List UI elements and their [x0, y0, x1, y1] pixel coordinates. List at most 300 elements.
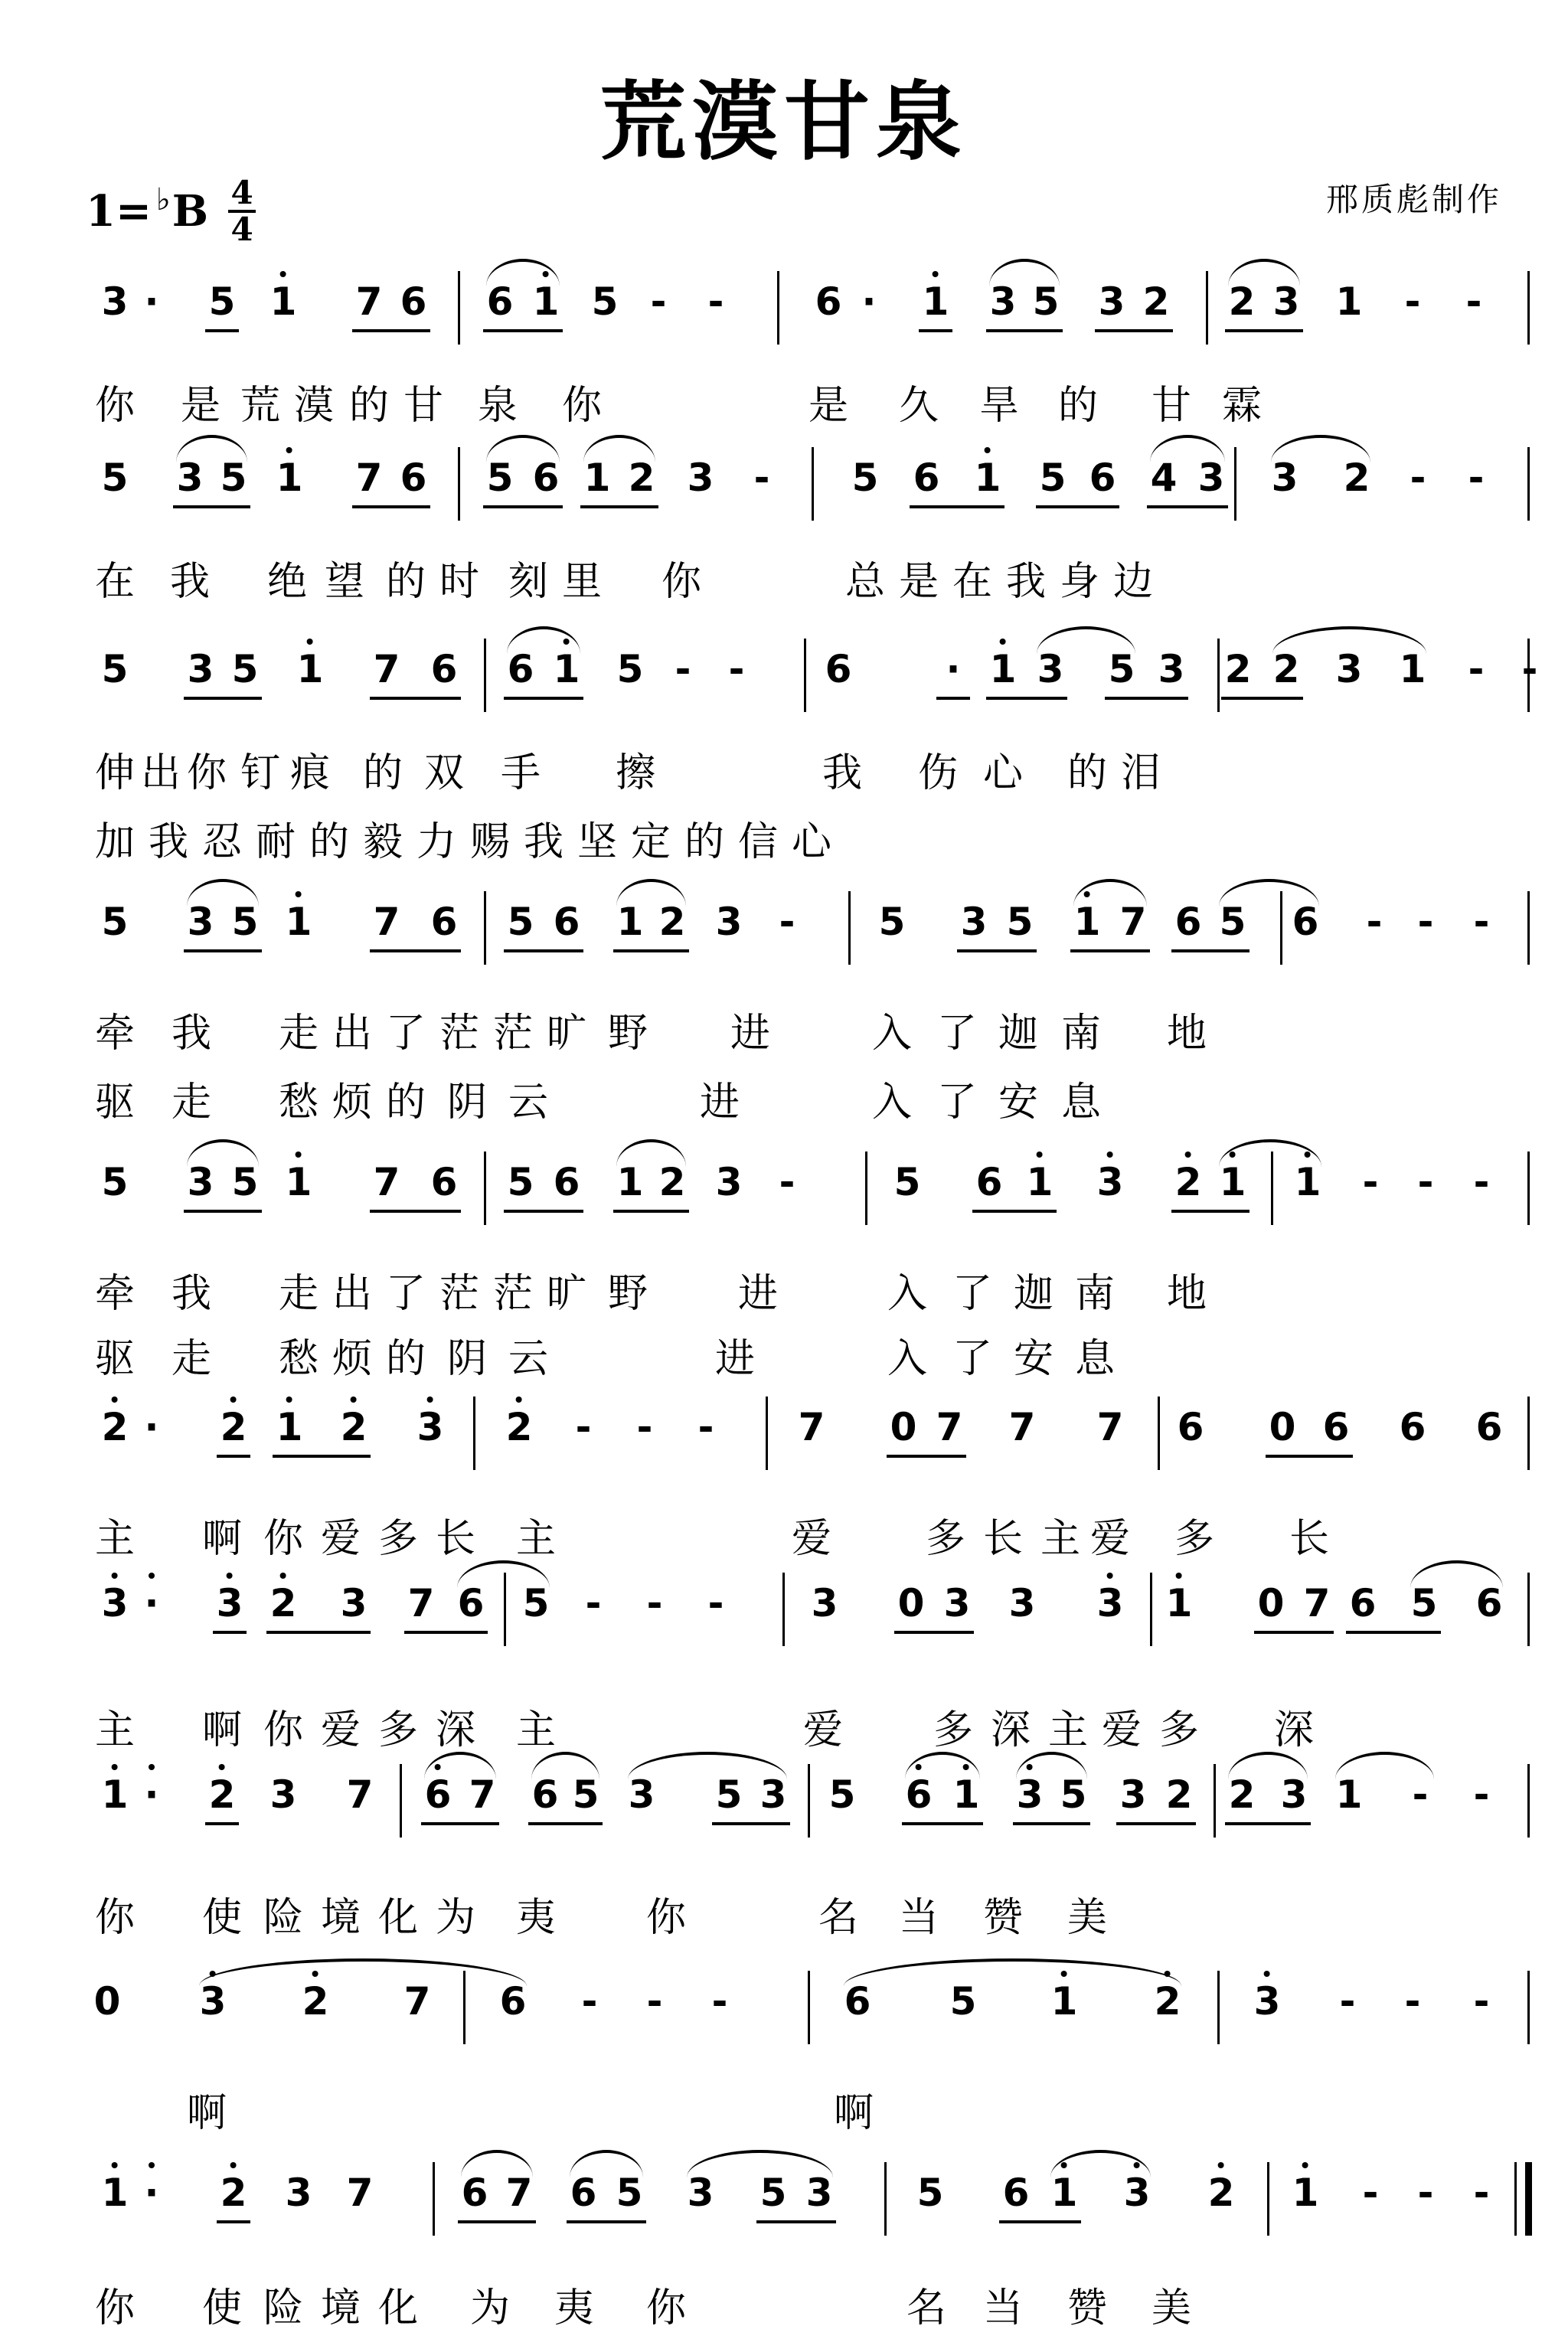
note	[286, 900, 312, 943]
note-glyph: 6	[1177, 1405, 1204, 1449]
beam-underline	[1013, 1822, 1090, 1825]
note-glyph: -	[779, 1160, 795, 1204]
note-glyph: 5	[893, 1160, 921, 1204]
note	[852, 456, 879, 499]
note-glyph: 1	[1165, 1581, 1193, 1625]
lyric-char: 在	[952, 559, 993, 605]
barline	[463, 1971, 466, 2044]
lyric-char: 你	[94, 1895, 136, 1941]
note-glyph: -	[650, 279, 667, 324]
lyric-char: 心	[791, 819, 832, 865]
lyric-char: 我	[822, 750, 863, 796]
lyric-char: 爱	[1101, 1707, 1142, 1753]
barline	[1527, 447, 1530, 521]
note-glyph: 7	[373, 1160, 400, 1204]
note-glyph: 6	[1292, 900, 1319, 944]
note-glyph: 3	[628, 1772, 655, 1817]
slur	[905, 1752, 980, 1779]
note	[1099, 280, 1125, 323]
note-glyph: 5	[828, 1772, 856, 1817]
note	[102, 1161, 129, 1204]
lyric-char: 出	[140, 750, 181, 796]
note	[356, 280, 383, 323]
lyric-char: 地	[1166, 1011, 1207, 1057]
note-glyph: 2	[658, 900, 686, 944]
lyric-char: 了	[385, 1011, 426, 1057]
beam-underline	[184, 1210, 262, 1213]
augmentation-dot	[140, 2171, 163, 2214]
note	[400, 456, 427, 499]
note-glyph: 7	[373, 900, 400, 944]
note	[1051, 2171, 1078, 2214]
note	[844, 1980, 871, 2023]
note-glyph: 5	[101, 900, 129, 944]
beam-underline	[999, 2220, 1081, 2223]
note	[508, 900, 534, 943]
slur	[1150, 435, 1225, 462]
lyric-char: 的	[385, 559, 426, 605]
octave-dot	[427, 1397, 433, 1403]
lyric-char: 定	[630, 819, 671, 865]
slur	[1073, 879, 1147, 907]
barline	[1527, 1152, 1530, 1225]
note-glyph: 3	[715, 900, 743, 944]
note-glyph: 3	[187, 1160, 214, 1204]
dash-extension	[647, 280, 670, 323]
note	[879, 900, 906, 943]
octave-dot	[296, 891, 302, 897]
slur	[1219, 879, 1319, 907]
beam-underline	[1147, 505, 1228, 508]
note	[400, 280, 427, 323]
augmentation-dot	[140, 1773, 163, 1816]
lyric-char: 茫	[492, 1271, 534, 1317]
note-glyph: -	[1339, 1979, 1356, 2024]
note-glyph: 7	[346, 2171, 374, 2215]
lyric-char: 你	[645, 1895, 687, 1941]
note	[1166, 1582, 1193, 1625]
note-glyph: 1	[1050, 1979, 1078, 2024]
lyric-char: 茫	[439, 1271, 480, 1317]
lyric-char: 走	[278, 1011, 319, 1057]
note-glyph: 1	[1050, 2171, 1078, 2215]
note	[917, 2171, 944, 2214]
note-glyph: ·	[144, 1405, 159, 1449]
lyric-char: 你	[561, 383, 603, 429]
dash-extension	[1363, 900, 1386, 943]
beam-underline	[1225, 329, 1303, 332]
lyric-char: 愁	[278, 1080, 319, 1125]
note	[1400, 1406, 1426, 1449]
staff-row	[0, 620, 1568, 712]
note	[1003, 2171, 1030, 2214]
note-glyph: -	[1412, 1772, 1429, 1817]
barline	[1234, 447, 1236, 521]
lyric-char: 泪	[1120, 750, 1161, 796]
note-glyph: 7	[407, 1581, 435, 1625]
lyric-char: 茫	[492, 1011, 534, 1057]
note-glyph: 5	[1219, 900, 1246, 944]
dash-extension	[1470, 2171, 1493, 2214]
note	[374, 900, 400, 943]
note-glyph: 2	[302, 1979, 329, 2024]
note-glyph: -	[1468, 647, 1485, 691]
lyric-char: 险	[263, 1895, 304, 1941]
note-glyph: ·	[861, 279, 877, 324]
note	[976, 1161, 1003, 1204]
note	[1175, 1161, 1202, 1204]
staff-row	[0, 1746, 1568, 1838]
lyric-char: 加	[94, 819, 136, 865]
note-glyph: -	[1473, 1772, 1490, 1817]
lyric-char: 你	[645, 2285, 687, 2331]
note-glyph: 3	[1335, 647, 1363, 691]
slur	[187, 1139, 259, 1167]
dash-extension	[750, 456, 773, 499]
lyric-line	[0, 2090, 1568, 2144]
barline	[808, 1971, 810, 2044]
lyric-char: 泉	[477, 383, 518, 429]
beam-underline	[1266, 1455, 1353, 1458]
lyric-char: 美	[1067, 1895, 1108, 1941]
note	[270, 280, 297, 323]
note-glyph: 7	[1096, 1405, 1124, 1449]
slur	[1037, 626, 1135, 654]
note	[1208, 2171, 1235, 2214]
note	[404, 1980, 431, 2023]
note-glyph: -	[707, 279, 724, 324]
note	[1051, 1980, 1078, 2023]
barline	[1527, 639, 1530, 712]
note	[953, 1773, 980, 1816]
note-glyph: 2	[1207, 2171, 1235, 2215]
note-glyph: -	[1468, 456, 1485, 500]
note	[806, 2171, 833, 2214]
note	[506, 1406, 533, 1449]
note	[1033, 280, 1060, 323]
note	[533, 456, 560, 499]
note	[1151, 456, 1178, 499]
note-glyph: 3	[989, 279, 1017, 324]
note	[302, 1980, 329, 2023]
lyric-char: 旷	[546, 1271, 587, 1317]
beam-underline	[756, 2220, 836, 2223]
beam-underline	[1171, 1210, 1250, 1213]
note	[374, 1161, 400, 1204]
note	[659, 1161, 686, 1204]
lyric-char: 境	[320, 1895, 361, 1941]
lyric-char: 了	[936, 1080, 978, 1125]
note	[554, 648, 580, 691]
note	[829, 1773, 856, 1816]
note-glyph: -	[1417, 900, 1434, 944]
lyric-char: 入	[887, 1271, 928, 1317]
lyric-char: 爱	[791, 1516, 832, 1562]
lyric-char: 我	[169, 559, 211, 605]
barline	[1267, 2162, 1269, 2236]
octave-dot	[286, 1397, 292, 1403]
beam-underline	[184, 697, 262, 700]
note	[1336, 280, 1363, 323]
octave-dot	[985, 447, 991, 453]
note-glyph: -	[1366, 900, 1383, 944]
note	[825, 648, 852, 691]
lyric-char: 爱	[320, 1707, 361, 1753]
lyric-char: 愁	[278, 1336, 319, 1382]
dash-extension	[643, 1582, 666, 1625]
barline	[1280, 891, 1282, 965]
beam-underline	[972, 1210, 1057, 1213]
octave-dot	[112, 2162, 118, 2168]
beam-underline	[936, 697, 970, 700]
note	[1178, 1406, 1204, 1449]
lyric-char: 爱	[1089, 1516, 1131, 1562]
note	[1017, 1773, 1044, 1816]
lyric-char: 毅	[362, 819, 403, 865]
lyric-char: 甘	[1151, 383, 1192, 429]
lyric-char: 久	[898, 383, 939, 429]
beam-underline	[957, 949, 1037, 952]
octave-dot	[230, 2162, 237, 2168]
note	[1166, 1773, 1193, 1816]
note	[990, 280, 1017, 323]
note-glyph: 6	[1349, 1581, 1377, 1625]
beam-underline	[1221, 697, 1303, 700]
augmentation-dot	[942, 648, 965, 691]
lyric-char: 多	[925, 1516, 966, 1562]
dash-extension	[1401, 1980, 1424, 2023]
note	[217, 1582, 243, 1625]
note	[431, 648, 458, 691]
note-glyph: 3	[199, 1979, 227, 2024]
note-glyph: 6	[1475, 1581, 1503, 1625]
note	[408, 1582, 435, 1625]
lyric-char: 我	[523, 819, 564, 865]
note-glyph: -	[1473, 1160, 1490, 1204]
note-glyph: 6	[531, 1772, 559, 1817]
note-glyph: 7	[505, 2171, 533, 2215]
note-glyph: 3	[687, 456, 714, 500]
note	[894, 1161, 921, 1204]
note-glyph: 3	[1197, 456, 1225, 500]
dash-extension	[643, 1980, 666, 2023]
note-glyph: 0	[890, 1405, 917, 1449]
lyric-char: 是	[808, 383, 849, 429]
note	[799, 1406, 825, 1449]
note-glyph: -	[1465, 279, 1482, 324]
slur	[616, 1139, 686, 1167]
lyric-char: 长	[435, 1516, 476, 1562]
lyric-char: 了	[936, 1011, 978, 1057]
note-glyph: 3	[416, 1405, 444, 1449]
slur	[1016, 1752, 1087, 1779]
lyric-char: 驱	[94, 1336, 136, 1382]
beam-underline	[1225, 1822, 1311, 1825]
note	[532, 1773, 559, 1816]
octave-dot	[296, 1152, 302, 1158]
note	[592, 280, 619, 323]
note-glyph: 6	[844, 1979, 871, 2024]
note	[276, 1406, 303, 1449]
note	[177, 456, 204, 499]
note	[102, 1582, 129, 1625]
note	[1229, 280, 1256, 323]
barline	[766, 1397, 768, 1470]
dash-extension	[1414, 1161, 1437, 1204]
note	[617, 648, 644, 691]
note-glyph: 2	[1224, 647, 1252, 691]
barline	[777, 271, 779, 345]
lyric-char: 的	[362, 750, 403, 796]
note-glyph: 5	[1060, 1772, 1087, 1817]
barline	[400, 1764, 402, 1838]
octave-dot	[1218, 2162, 1224, 2168]
lyric-char: 耐	[255, 819, 296, 865]
note	[209, 1773, 236, 1816]
note-glyph: 5	[231, 900, 259, 944]
lyric-char: 伤	[917, 750, 959, 796]
note	[232, 1161, 259, 1204]
beam-underline	[887, 1455, 966, 1458]
lyric-line	[0, 819, 1568, 873]
barline	[1527, 1397, 1530, 1470]
note-glyph: 7	[1303, 1581, 1331, 1625]
note-glyph: ·	[144, 279, 159, 324]
note-glyph: 6	[570, 2171, 597, 2215]
note	[431, 900, 458, 943]
lyric-char: 安	[998, 1080, 1039, 1125]
staff-row	[0, 2144, 1568, 2236]
note-glyph: 2	[208, 1772, 236, 1817]
note	[1009, 1582, 1036, 1625]
note-glyph: 3	[805, 2171, 833, 2215]
lyric-line	[0, 1895, 1568, 1949]
barline	[804, 639, 806, 712]
note-glyph: 3	[1096, 1160, 1124, 1204]
dash-extension	[1465, 648, 1488, 691]
note-glyph: -	[636, 1405, 653, 1449]
slur	[570, 2150, 643, 2177]
note	[950, 1980, 977, 2023]
lyric-char: 走	[171, 1336, 212, 1382]
note-glyph: 2	[628, 456, 655, 500]
note-glyph: 3	[1096, 1581, 1124, 1625]
beam-underline	[580, 505, 658, 508]
lyric-char: 赐	[469, 819, 511, 865]
barline	[458, 447, 460, 521]
dash-extension	[1401, 280, 1424, 323]
note-glyph: 6	[553, 900, 580, 944]
note	[1273, 648, 1300, 691]
beam-underline	[184, 949, 262, 952]
beam-underline	[902, 1822, 983, 1825]
note-glyph: 3	[811, 1581, 838, 1625]
lyric-char: 地	[1166, 1271, 1207, 1317]
note	[890, 1406, 917, 1449]
slur	[531, 1752, 599, 1779]
lyric-char: 你	[263, 1516, 304, 1562]
note-glyph: 5	[522, 1581, 550, 1625]
song-title: 荒漠甘泉	[600, 72, 968, 172]
octave-dot	[286, 447, 292, 453]
lyric-line	[0, 1271, 1568, 1325]
note-glyph: 7	[355, 456, 383, 500]
note	[688, 2171, 714, 2214]
dash-extension	[1462, 280, 1485, 323]
lyric-char: 使	[201, 1895, 243, 1941]
note	[923, 280, 949, 323]
note-glyph: 0	[1257, 1581, 1285, 1625]
barline	[1217, 639, 1220, 712]
note	[102, 648, 129, 691]
beam-underline	[205, 329, 239, 332]
note-glyph: 6	[553, 1160, 580, 1204]
note-glyph: 2	[340, 1405, 368, 1449]
barline	[1527, 891, 1530, 965]
beam-underline	[217, 1455, 250, 1458]
lyric-char: 野	[607, 1011, 648, 1057]
note-glyph: ·	[144, 1581, 159, 1625]
lyric-char: 总	[844, 559, 886, 605]
lyric-char: 擦	[615, 750, 656, 796]
lyric-char: 赞	[982, 1895, 1024, 1941]
note	[716, 900, 743, 943]
lyric-char: 名	[906, 2285, 947, 2331]
note-glyph: 5	[591, 279, 619, 324]
lyric-char: 你	[94, 2285, 136, 2331]
beam-underline	[352, 329, 430, 332]
note-glyph: 0	[897, 1581, 925, 1625]
barline	[1150, 1573, 1152, 1646]
note-glyph: -	[1404, 1979, 1421, 2024]
note-glyph: 5	[231, 1160, 259, 1204]
lyric-char: 名	[818, 1895, 859, 1941]
dash-extension	[708, 1980, 731, 2023]
dash-extension	[633, 1406, 656, 1449]
octave-dot	[227, 1573, 233, 1579]
lyric-char: 多	[377, 1516, 419, 1562]
note	[1124, 2171, 1151, 2214]
note	[188, 1161, 214, 1204]
lyric-char: 的	[385, 1336, 426, 1382]
octave-dot	[933, 271, 939, 277]
note-glyph: 1	[101, 2171, 129, 2215]
note	[1037, 648, 1064, 691]
beam-underline	[919, 329, 952, 332]
note-glyph: 6	[905, 1772, 933, 1817]
note-glyph: -	[1473, 2171, 1490, 2215]
note	[617, 1161, 644, 1204]
barline	[1271, 1152, 1273, 1225]
note	[1007, 900, 1034, 943]
note	[1155, 1980, 1181, 2023]
note-glyph: 3	[1271, 456, 1298, 500]
note-glyph: 3	[176, 456, 204, 500]
beam-underline	[273, 1455, 371, 1458]
note-glyph: 2	[1154, 1979, 1181, 2024]
lyric-char: 的	[1067, 750, 1108, 796]
note-glyph: 3	[187, 900, 214, 944]
slur	[1335, 1752, 1434, 1779]
note-glyph: 1	[974, 456, 1001, 500]
lyric-char: 深	[435, 1707, 476, 1753]
note-glyph: 6	[1399, 1405, 1426, 1449]
beam-underline	[1036, 505, 1119, 508]
note-glyph: 6	[486, 279, 514, 324]
note-glyph: 5	[949, 1979, 977, 2024]
lyric-char: 主	[515, 1516, 557, 1562]
note-glyph: ·	[144, 1772, 159, 1817]
